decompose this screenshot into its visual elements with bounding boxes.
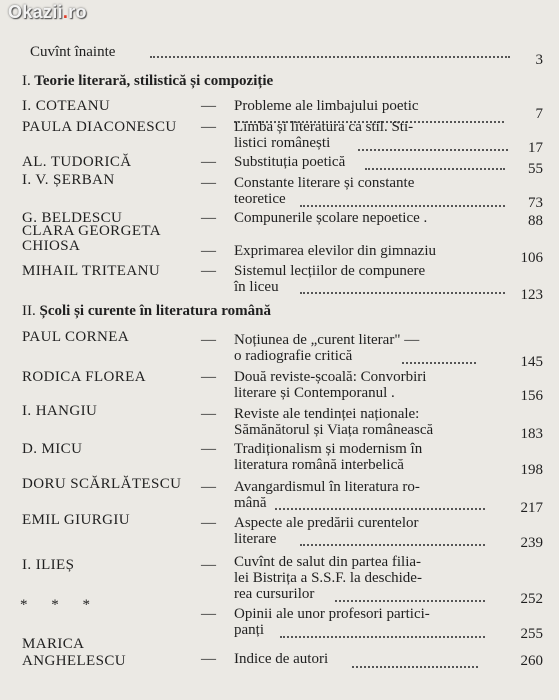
entry-title-cont: lei Bistrița a S.S.F. la deschide-	[234, 570, 422, 586]
entry-dash: —	[201, 119, 216, 135]
entry-author: AL. TUDORICĂ	[22, 154, 132, 170]
entry-title: Exprimarea elevilor din gimnaziu	[234, 243, 437, 259]
entry-dash: —	[201, 651, 216, 667]
entry-page: 217	[520, 500, 543, 516]
entry-title-cont: panți	[234, 622, 264, 638]
entry-author: DORU SCĂRLĂTESCU	[22, 476, 182, 492]
entry-title: Compunerile școlare nepoetice .	[234, 210, 428, 226]
entry-title-cont: literare	[234, 531, 277, 547]
entry-author: MIHAIL TRITEANU	[22, 263, 161, 279]
leader-dots	[280, 634, 485, 638]
entry-title-cont: în liceu	[234, 279, 279, 295]
entry-author: RODICA FLOREA	[22, 369, 146, 385]
entry-title: Probleme ale limbajului poetic	[234, 98, 419, 114]
entry-dash: —	[201, 369, 216, 385]
entry-author: * * *	[20, 597, 100, 613]
entry-page: 73	[528, 195, 543, 211]
entry-dash: —	[201, 515, 216, 531]
entry-page: 252	[520, 591, 543, 607]
entry-dash: —	[201, 557, 216, 573]
entry-page: 17	[528, 140, 543, 156]
entry-author: I. ILIEȘ	[22, 557, 75, 573]
leader-dots	[300, 203, 505, 207]
okazii-logo: Okazii.ro	[8, 2, 87, 22]
entry-dash: —	[201, 263, 216, 279]
leader-dots	[275, 506, 485, 510]
entry-page: 106	[520, 250, 543, 266]
entry-dash: —	[201, 441, 216, 457]
entry-author: MARICA	[22, 636, 85, 652]
entry-page: 260	[520, 653, 543, 669]
entry-author: I. COTEANU	[22, 98, 111, 114]
entry-title-cont: rea cursurilor	[234, 586, 315, 602]
entry-author: I. V. ȘERBAN	[22, 172, 115, 188]
entry-dash: —	[201, 154, 216, 170]
entry-page: 7	[535, 106, 543, 122]
entry-dash: —	[201, 479, 216, 495]
entry-title: Constante literare și constante	[234, 175, 415, 191]
leader-dots	[150, 54, 510, 58]
entry-dash: —	[201, 210, 216, 226]
entry-page: 156	[520, 388, 543, 404]
entry-dash: —	[201, 175, 216, 191]
entry-author: I. HANGIU	[22, 403, 98, 419]
entry-title: Reviste ale tendinței naționale:	[234, 406, 420, 422]
entry-title: Substituția poetică	[234, 154, 346, 170]
entry-page: 198	[520, 462, 543, 478]
entry-title-cont: mână	[234, 495, 267, 511]
entry-title: Limba și literatura ca stil. Sti-	[234, 119, 414, 135]
intro-label: Cuvînt înainte	[30, 44, 116, 60]
entry-author-cont: CHIOSA	[22, 238, 81, 254]
entry-dash: —	[201, 606, 216, 622]
entry-title: Avangardismul în literatura ro-	[234, 479, 420, 495]
entry-page: 123	[520, 287, 543, 303]
entry-title-cont: listici românești	[234, 135, 331, 151]
entry-author: CLARA GEORGETA	[22, 223, 161, 239]
entry-title: Opinii ale unor profesori partici-	[234, 606, 430, 622]
entry-title-cont: o radiografie critică	[234, 348, 353, 364]
entry-title: Noțiunea de „curent literar" —	[234, 332, 420, 348]
leader-dots	[335, 598, 485, 602]
entry-dash: —	[201, 243, 216, 259]
entry-dash: —	[201, 98, 216, 114]
entry-page: 239	[520, 535, 543, 551]
entry-author: PAUL CORNEA	[22, 329, 130, 345]
entry-page: 88	[528, 213, 543, 229]
entry-title-cont: literare și Contemporanul .	[234, 385, 395, 401]
entry-page: 183	[520, 426, 543, 442]
entry-author: G. BELDESCU	[22, 210, 123, 226]
leader-dots	[358, 147, 508, 151]
section-heading-1: I. Teorie literară, stilistică și compoziție	[22, 73, 274, 89]
entry-title: Indice de autori	[234, 651, 329, 667]
leader-dots	[352, 664, 478, 668]
section-heading-2: II. Școli și curente în literatura română	[22, 303, 272, 319]
entry-title-cont: literatura română interbelică	[234, 457, 404, 473]
leader-dots	[402, 360, 476, 364]
leader-dots	[365, 166, 505, 170]
entry-page: 145	[520, 354, 543, 370]
entry-author: PAULA DIACONESCU	[22, 119, 177, 135]
entry-title: Cuvînt de salut din partea filia-	[234, 554, 422, 570]
intro-page: 3	[535, 52, 543, 68]
entry-title: Două reviste-școală: Convorbiri	[234, 369, 427, 385]
entry-author-cont: ANGHELESCU	[22, 653, 126, 669]
entry-page: 55	[528, 161, 543, 177]
entry-dash: —	[201, 332, 216, 348]
leader-dots	[300, 542, 485, 546]
entry-page: 255	[520, 626, 543, 642]
entry-author: EMIL GIURGIU	[22, 512, 130, 528]
entry-title-cont: teoretice	[234, 191, 286, 207]
leader-dots	[300, 290, 505, 294]
entry-title: Sistemul lecțiilor de compunere	[234, 263, 426, 279]
entry-title: Tradiționalism și modernism în	[234, 441, 423, 457]
entry-dash: —	[201, 406, 216, 422]
entry-title-cont: Sămănătorul și Viața românească	[234, 422, 434, 438]
entry-author: D. MICU	[22, 441, 83, 457]
entry-title: Aspecte ale predării curentelor	[234, 515, 419, 531]
